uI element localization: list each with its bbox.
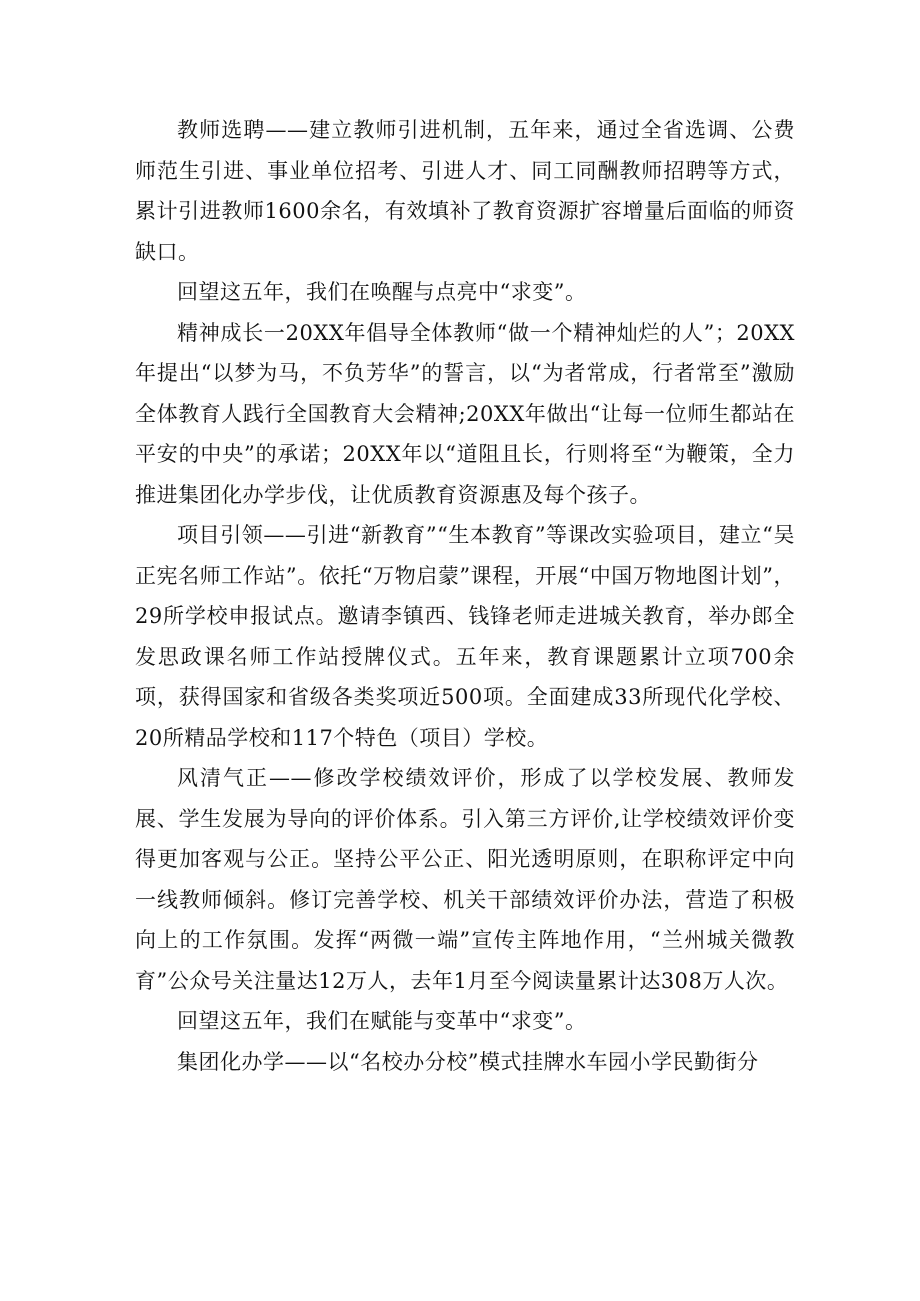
paragraph-clean-atmosphere: 风清气正——修改学校绩效评价，形成了以学校发展、教师发展、学生发展为导向的评价体系。引入第三方评价,让学校绩效评价变得更加客观与公正。坚持公平公正、阳光透明原则，在职称评定中向一线教师倾斜。修订完善学校、机关干部绩效评价办法，营造了积极向上的工作氛围。发挥“两微一端”宣传主阵地作用，“兰州城关微教育”公众号关注量达12万人，去年1月至今阅读量累计达308万人次。 [135,766,795,993]
paragraph-review-empowerment: 回望这五年，我们在赋能与变革中“求变”。 [177,1009,587,1033]
paragraph-project-leading: 项目引领——引进“新教育”“生本教育”等课改实验项目，建立“吴正宪名师工作站”。依托“万物启蒙”课程，开展“中国万物地图计划”，29所学校申报试点。邀请李镇西、钱锋老师走进城关教育，举办郎全发思政课名师工作站授牌仪式。五年来，教育课题累计立项700余项，获得国家和省级各类奖项近500项。全面建成33所现代化学校、20所精品学校和117个特色（项目）学校。 [135,523,795,750]
paragraph-teacher-recruitment: 教师选聘——建立教师引进机制，五年来，通过全省选调、公费师范生引进、事业单位招考、引进人才、同工同酬教师招聘等方式，累计引进教师1600余名，有效填补了教育资源扩容增量后面临的师资缺口。 [135,118,795,264]
paragraph-group-schooling: 集团化办学——以“名校办分校”模式挂牌水车园小学民勤街分 [177,1049,759,1074]
paragraph-spiritual-growth: 精神成长一20XX年倡导全体教师“做一个精神灿烂的人”；20XX年提出“以梦为马，不负芳华”的誓言，以“为者常成，行者常至”激励全体教育人践行全国教育大会精神;20XX年做出“让每一位师生都站在平安的中央”的承诺；20XX年以“道阻且长，行则将至“为鞭策，全力推进集团化办学步伐，让优质教育资源惠及每个孩子。 [135,320,795,507]
paragraph-review-awakening: 回望这五年，我们在唤醒与点亮中“求变”。 [177,280,587,304]
document-body [135,110,795,1082]
